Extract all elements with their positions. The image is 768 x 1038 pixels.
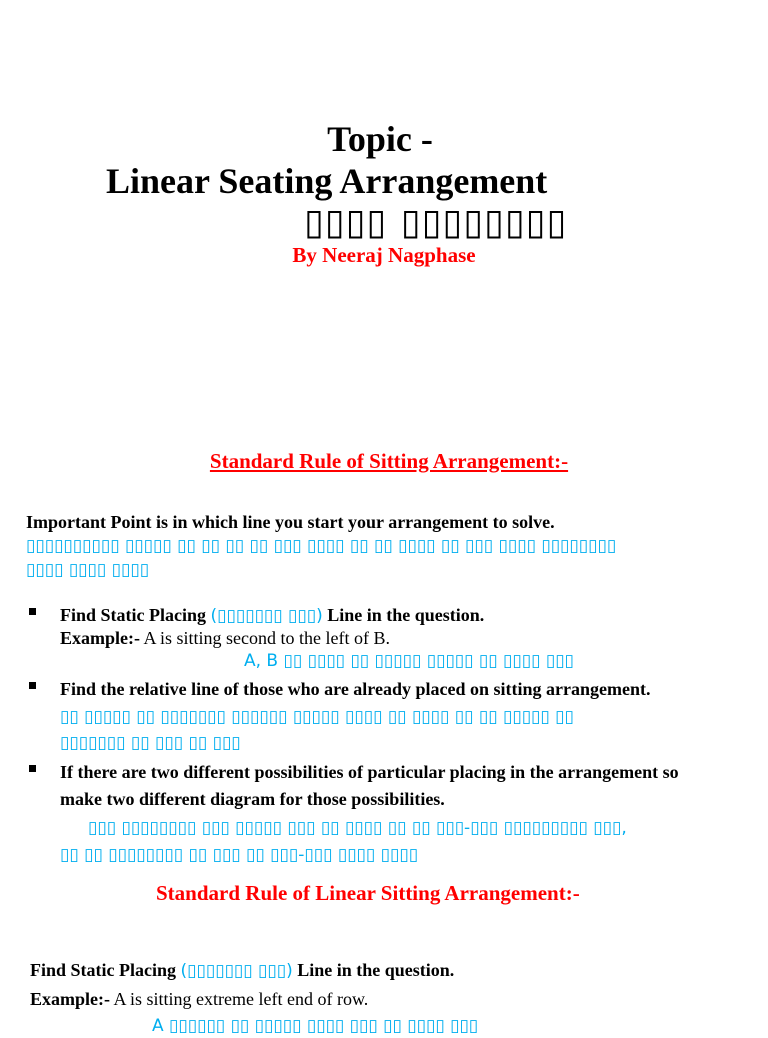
important-point-hindi-line2: ▯▯▯▯ ▯▯▯▯ ▯▯▯▯ — [26, 560, 150, 580]
bullet-marker — [29, 765, 36, 772]
bullet-marker — [29, 608, 36, 615]
section-heading-linear: Standard Rule of Linear Sitting Arrangement:- — [156, 881, 580, 905]
example-text: A is sitting second to the left of B. — [143, 628, 390, 648]
example-label: Example:- — [30, 989, 110, 1009]
important-point-hindi-line1: ▯▯▯▯▯▯▯▯▯▯ ▯▯▯▯▯ ▯▯ ▯▯ ▯▯ ▯▯ ▯▯▯ ▯▯▯▯ ▯▯ ▯▯ ▯▯▯▯ ▯▯ ▯▯▯ ▯▯▯▯ ▯▯▯▯▯▯▯▯ — [26, 536, 617, 556]
bullet-2-hindi-line1: ▯▯ ▯▯▯▯▯ ▯▯ ▯▯▯▯▯▯▯ ▯▯▯▯▯▯ ▯▯▯▯▯ ▯▯▯▯ ▯▯ ▯▯▯▯ ▯▯ ▯▯ ▯▯▯▯▯ ▯▯ — [60, 707, 574, 727]
topic-title-hindi: ▯▯▯▯ ▯▯▯▯▯▯▯▯ — [304, 202, 568, 243]
author-byline: By Neeraj Nagphase — [292, 243, 476, 267]
bullet-2-hindi-line2: ▯▯▯▯▯▯▯ ▯▯ ▯▯▯ ▯▯ ▯▯▯ — [60, 733, 241, 753]
bullet-1-lead: Find Static Placing — [60, 605, 207, 625]
bullet-2-text: Find the relative line of those who are already placed on sitting arrangement. — [60, 679, 651, 699]
topic-heading: Topic - — [327, 119, 433, 159]
bullet-marker — [29, 682, 36, 689]
example-label: Example:- — [60, 628, 140, 648]
bullet-1-paren: (▯▯▯▯▯▯▯ ▯▯▯) — [210, 606, 323, 626]
static-placing-paren: (▯▯▯▯▯▯▯ ▯▯▯) — [180, 961, 293, 981]
section-heading-sitting: Standard Rule of Sitting Arrangement:- — [209, 449, 569, 473]
topic-title: Linear Seating Arrangement — [106, 161, 548, 201]
example-line — [30, 986, 368, 1012]
example-hindi-cut: A ▯▯▯▯▯▯ ▯▯ ▯▯▯▯▯ ▯▯▯▯ ▯▯▯ ▯▯ ▯▯▯▯ ▯▯▯ — [152, 1016, 479, 1036]
bullet-3-text-line2: make two different diagram for those possibilities. — [60, 789, 445, 809]
static-placing-lead: Find Static Placing — [30, 960, 177, 980]
bullet-3-text-line1: If there are two different possibilities of particular placing in the arrangement so — [60, 762, 679, 782]
important-point: Important Point is in which line you start your arrangement to solve. — [26, 512, 555, 532]
static-placing-tail: Line in the question. — [297, 960, 455, 980]
bullet-3-hindi-line2: ▯▯ ▯▯ ▯▯▯▯▯▯▯▯ ▯▯ ▯▯▯ ▯▯ ▯▯▯-▯▯▯ ▯▯▯▯ ▯▯▯▯ — [60, 845, 419, 865]
example-text: A is sitting extreme left end of row. — [113, 989, 369, 1009]
bullet-3-hindi-line1: ▯▯▯ ▯▯▯▯▯▯▯▯ ▯▯▯ ▯▯▯▯▯ ▯▯▯ ▯▯ ▯▯▯▯ ▯▯ ▯▯ ▯▯▯-▯▯▯ ▯▯▯▯▯▯▯▯▯ ▯▯▯, — [88, 818, 627, 838]
static-placing-line — [30, 957, 454, 984]
bullet-1-tail: Line in the question. — [327, 605, 485, 625]
bullet-1-hindi: A, B ▯▯ ▯▯▯▯ ▯▯ ▯▯▯▯▯ ▯▯▯▯▯ ▯▯ ▯▯▯▯ ▯▯▯ — [244, 651, 574, 671]
bullet-1-example — [60, 625, 390, 651]
